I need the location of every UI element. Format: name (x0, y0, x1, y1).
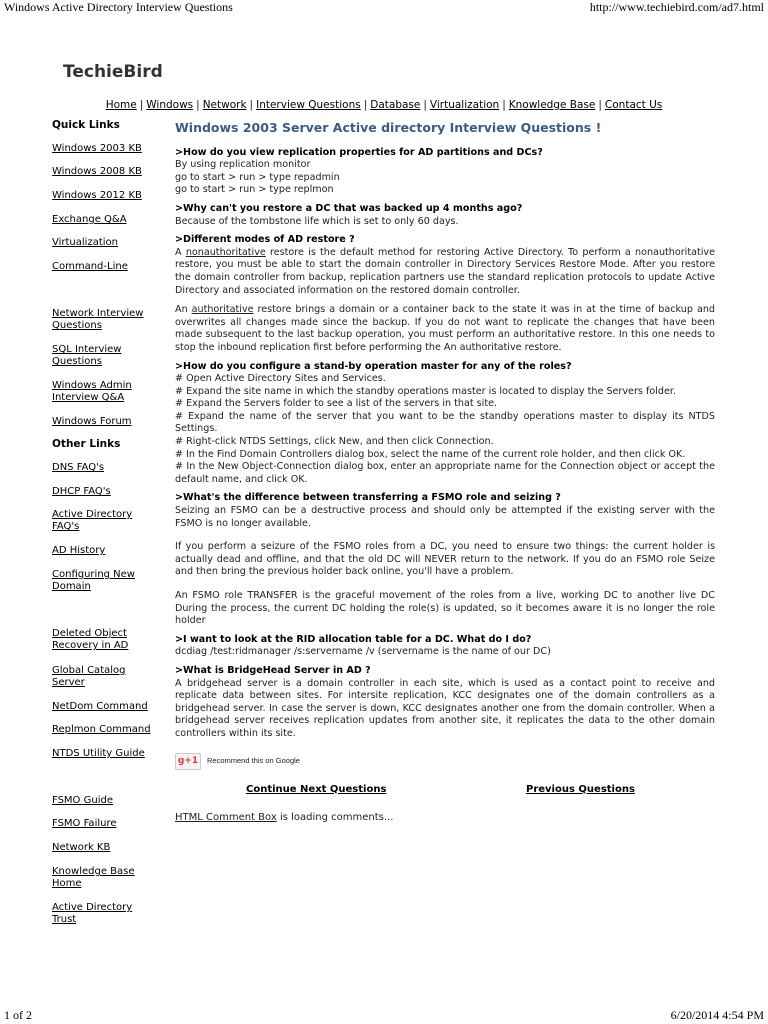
sidebar-link-fsmo-failure[interactable]: FSMO Failure (52, 818, 117, 829)
quick-links-heading: Quick Links (52, 119, 120, 131)
print-header (0, 0, 768, 16)
sidebar-link-command-line[interactable]: Command-Line (52, 261, 128, 272)
other-links-heading: Other Links (52, 438, 121, 450)
sidebar-link-virtualization[interactable]: Virtualization (52, 237, 118, 248)
nav-windows[interactable]: Windows (146, 99, 194, 111)
sidebar-link-dns-faq[interactable]: DNS FAQ's (52, 462, 105, 473)
page-title: Windows 2003 Server Active directory Interview Questions ! (175, 120, 602, 135)
question-heading: >What is BridgeHead Server in AD ? (175, 664, 371, 676)
answer-line: go to start > run > type repadmin (175, 171, 340, 183)
sidebar-link-active-directory-faq[interactable]: Active Directory FAQ's (52, 509, 133, 532)
sidebar-link-fsmo-guide[interactable]: FSMO Guide (52, 795, 113, 806)
nav-database[interactable]: Database (370, 99, 421, 111)
nav-contact-us[interactable]: Contact Us (604, 99, 663, 111)
answer-line: # Open Active Directory Sites and Services. (175, 373, 386, 385)
continue-next-questions-link[interactable]: Continue Next Questions (246, 783, 387, 795)
qa-block-5 (175, 492, 715, 627)
sidebar-link-ntds-utility-guide[interactable]: NTDS Utility Guide (52, 748, 145, 759)
answer-paragraph: Seizing an FSMO can be a destructive process and should only be attempted if the existing server with the FSMO is no longer available. (175, 505, 715, 529)
nav-virtualization[interactable]: Virtualization (429, 99, 500, 111)
qa-block-7 (175, 665, 715, 741)
authoritative-link[interactable]: authoritative (191, 304, 254, 316)
google-plus-recommend (175, 753, 300, 770)
main-content (175, 119, 715, 824)
qa-block-3 (175, 234, 715, 354)
question-heading: >I want to look at the RID allocation table for a DC. What do I do? (175, 633, 532, 645)
answer-line: # In the New Object-Connection dialog box, enter an appropriate name for the Connection object or accept the default name, and click OK. (175, 461, 715, 485)
print-footer (0, 1008, 768, 1024)
previous-questions-link[interactable]: Previous Questions (526, 783, 635, 795)
question-heading: >How do you configure a stand-by operation master for any of the roles? (175, 360, 572, 372)
print-header-title: Windows Active Directory Interview Questions (4, 0, 233, 14)
sidebar-link-knowledge-base-home[interactable]: Knowledge Base Home (52, 866, 135, 889)
answer-line: # In the Find Domain Controllers dialog box, select the name of the current role holder, and then click OK. (175, 448, 686, 460)
question-heading: >Different modes of AD restore ? (175, 234, 355, 246)
answer-paragraph: An FSMO role TRANSFER is the graceful movement of the roles from a live, working DC to another live DC During the process, the current DC holding the role(s) is updated, so it becomes aware it is no longer the role holder (175, 590, 715, 627)
sidebar-link-active-directory-trust[interactable]: Active Directory Trust (52, 902, 133, 925)
sidebar-link-windows-2003-kb[interactable]: Windows 2003 KB (52, 143, 142, 154)
answer-line: # Expand the site name in which the standby operations master is located to display the Servers folder. (175, 385, 676, 397)
pagination-links (175, 784, 715, 798)
sidebar-link-network-kb[interactable]: Network KB (52, 842, 111, 853)
sidebar-link-dhcp-faq[interactable]: DHCP FAQ's (52, 486, 111, 497)
qa-block-1 (175, 147, 715, 197)
answer-line: go to start > run > type replmon (175, 184, 334, 196)
answer-line: # Right-click NTDS Settings, click New, and then click Connection. (175, 436, 494, 448)
sidebar-link-configuring-new-domain[interactable]: Configuring New Domain (52, 569, 135, 592)
qa-block-6 (175, 634, 715, 659)
answer-line: # Expand the Servers folder to see a list of the servers in that site. (175, 398, 498, 410)
google-plus-text: Recommend this on Google (207, 755, 300, 765)
qa-block-4 (175, 361, 715, 487)
nav-network[interactable]: Network (202, 99, 247, 111)
answer-text: Because of the tombstone life which is set to only 60 days. (175, 215, 459, 227)
comment-box-status (175, 812, 715, 825)
sidebar-link-global-catalog-server[interactable]: Global Catalog Server (52, 665, 126, 688)
answer-paragraph: A nonauthoritative restore is the default method for restoring Active Directory. To perform a nonauthoritative restore, you must be able to start the domain controller in Directory Services Restore Mode. After you restore the domain controller from backup, replication partners use the standard replication protocols to update Active Directory and associated information on the restored domain controller. (175, 246, 715, 296)
answer-text: dcdiag /test:ridmanager /s:servername /v (servername is the name of our DC) (175, 646, 551, 658)
sidebar-link-windows-forum[interactable]: Windows Forum (52, 416, 132, 427)
nav-interview-questions[interactable]: Interview Questions (256, 99, 361, 111)
sidebar-link-netdom-command[interactable]: NetDom Command (52, 701, 148, 712)
sidebar-link-replmon-command[interactable]: Replmon Command (52, 724, 151, 735)
sidebar-link-network-interview-questions[interactable]: Network Interview Questions (52, 308, 144, 331)
comments-loading-text: is loading comments... (276, 811, 394, 823)
question-heading: >What's the difference between transferring a FSMO role and seizing ? (175, 492, 561, 504)
sidebar-link-sql-interview-questions[interactable]: SQL Interview Questions (52, 344, 122, 367)
print-page-number: 1 of 2 (4, 1008, 32, 1022)
nav-knowledge-base[interactable]: Knowledge Base (508, 99, 596, 111)
question-heading: >How do you view replication properties for AD partitions and DCs? (175, 146, 543, 158)
top-navigation: Home | Windows | Network | Interview Questions | Database | Virtualization | Knowledge Base | Contact Us (105, 99, 663, 111)
html-comment-box-link[interactable]: HTML Comment Box (175, 811, 277, 823)
qa-block-2 (175, 203, 715, 228)
answer-paragraph: An authoritative restore brings a domain or a container back to the state it was in at the time of backup and overwrites all changes made since the backup. If you do not want to replicate the changes that have been made subsequent to the last backup operation, you must perform an authoritative restore. In this one needs to stop the inbound replication first before performing the An authoritative restore. (175, 304, 715, 353)
print-datetime: 6/20/2014 4:54 PM (670, 1008, 764, 1022)
sidebar-link-ad-history[interactable]: AD History (52, 545, 106, 556)
answer-paragraph: A bridgehead server is a domain controller in each site, which is used as a contact point to receive and replicate data between sites. For intersite replication, KCC designates one of the domain controllers as a bridgehead server. In case the server is down, KCC designates another one from the domain controller. When a bridgehead server receives replication updates from another site, it replicates the data to the other domain controllers within its site. (175, 677, 715, 739)
answer-paragraph: If you perform a seizure of the FSMO roles from a DC, you need to ensure two things: the current holder is actually dead and offline, and that the old DC will NEVER return to the network. If you do an FSMO role Seize and then bring the previous holder back online, you'll have a problem. (175, 541, 715, 578)
sidebar-link-windows-2008-kb[interactable]: Windows 2008 KB (52, 166, 142, 177)
print-header-url: http://www.techiebird.com/ad7.html (589, 0, 764, 14)
sidebar-link-exchange-qa[interactable]: Exchange Q&A (52, 214, 127, 225)
nonauthoritative-link[interactable]: nonauthoritative (185, 246, 266, 258)
sidebar-link-windows-2012-kb[interactable]: Windows 2012 KB (52, 190, 142, 201)
answer-line: # Expand the name of the server that you want to be the standby operations master to display its NTDS Settings. (175, 410, 715, 435)
google-plus-one-button[interactable]: g+1 (175, 753, 201, 770)
site-logo[interactable]: TechieBird (63, 62, 163, 82)
sidebar-link-deleted-object-recovery[interactable]: Deleted Object Recovery in AD (52, 628, 129, 651)
nav-home[interactable]: Home (105, 99, 137, 111)
answer-line: By using replication monitor (175, 159, 311, 171)
sidebar-link-windows-admin-interview[interactable]: Windows Admin Interview Q&A (52, 380, 132, 403)
question-heading: >Why can't you restore a DC that was backed up 4 months ago? (175, 202, 523, 214)
